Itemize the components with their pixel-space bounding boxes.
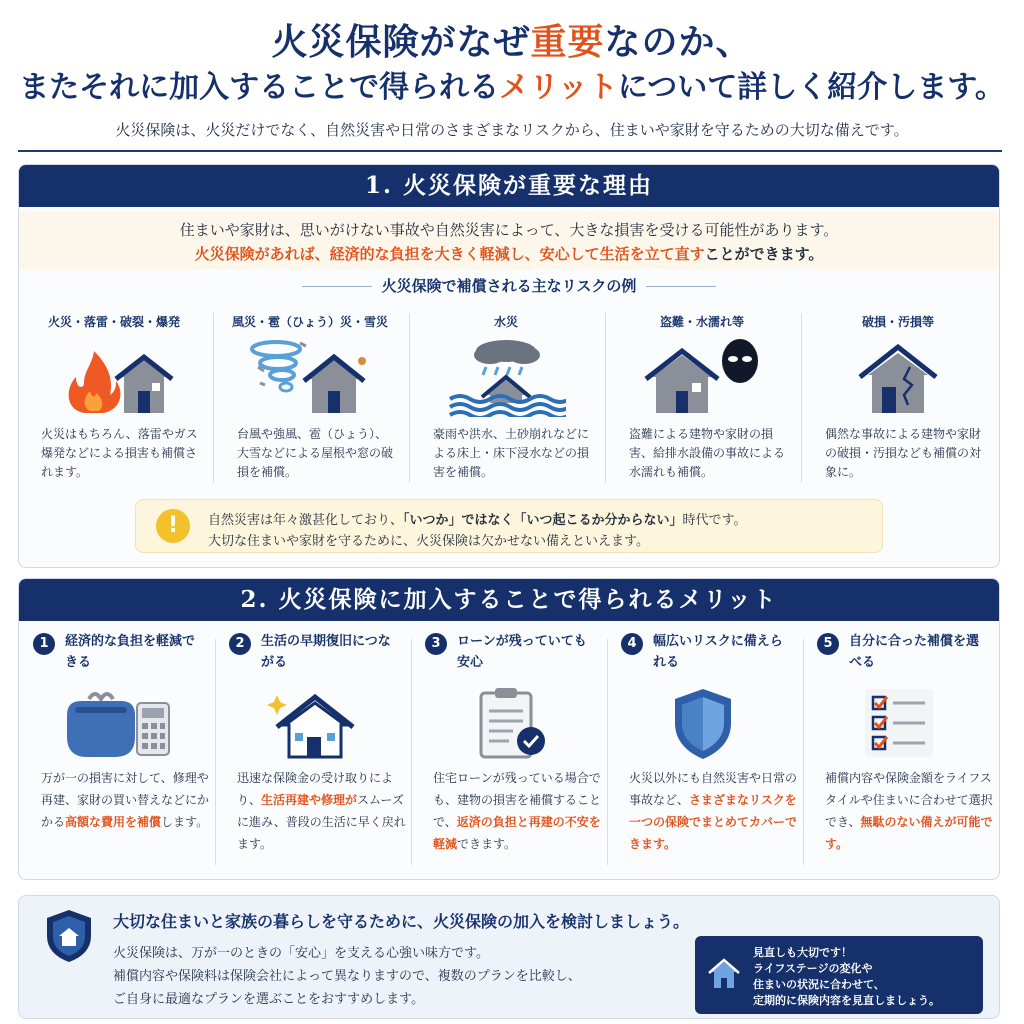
merit-text-body: スムーズに進み、普段の生活に早く戻れます。 — [237, 793, 406, 851]
risk-title: 盗難・水濡れ等 — [659, 315, 744, 329]
title-accent: メリット — [499, 70, 618, 105]
page-title-line1 — [0, 14, 1024, 65]
notice-text: 時代です。 — [682, 513, 747, 528]
intro-box — [19, 211, 999, 269]
merit-card — [19, 629, 211, 873]
merit-number: 3 — [425, 633, 447, 655]
merit-card — [607, 629, 799, 873]
risk-title: 火災・落雷・破裂・爆発 — [47, 315, 180, 329]
notice-line: 大切な住まいや家財を守るために、火災保険は欠かせない備えといえます。 — [208, 534, 649, 549]
page-title-line2 — [0, 62, 1024, 106]
notice-text: 自然災害は年々激甚化しており、 — [208, 513, 404, 528]
merit-text-body: 万が一の損害に対して、修理や再建、家財の買い替えなどにかかる — [41, 771, 210, 829]
risk-text: 火災はもちろん、落雷やガス爆発などによる損害も補償されます。 — [41, 427, 198, 479]
checklist-icon — [839, 685, 959, 761]
conclusion-text: 火災保険は、万が一のときの「安心」を支える心強い味方です。 — [113, 946, 489, 961]
merit-text-body: します。 — [161, 815, 209, 829]
conclusion-text: 補償内容や保険料は保険会社によって異なりますので、複数のプランを比較し、 — [113, 969, 581, 984]
divider — [646, 286, 716, 287]
merit-title: 生活の早期復旧につながる — [261, 634, 391, 670]
risk-title: 風災・雹（ひょう）災・雪災 — [231, 315, 388, 329]
merit-text-body: できます。 — [457, 837, 517, 851]
tip-line: 見直しも大切です！ — [753, 946, 852, 959]
section-heading: 1. 火災保険が重要な理由 — [19, 165, 999, 207]
merit-text-highlight: さまざまなリスクを一つの保険でまとめてカバーできます。 — [629, 793, 798, 851]
conclusion-title: 大切な住まいと家族の暮らしを守るために、火災保険の加入を検討しましょう。 — [113, 912, 690, 931]
merit-text-highlight: 生活再建や修理が — [261, 793, 358, 807]
title-accent: 重要 — [530, 21, 605, 63]
risk-card — [607, 305, 797, 495]
cracked-house-icon — [838, 337, 958, 417]
notice-box — [135, 499, 883, 553]
intro-text: ことができます。 — [704, 245, 824, 263]
merit-text-body: 迅速な保険金の受け取りにより、 — [237, 771, 394, 807]
risk-card — [411, 305, 601, 495]
merit-number: 1 — [33, 633, 55, 655]
merit-number: 2 — [229, 633, 251, 655]
house-icon — [707, 958, 741, 990]
fire-house-icon — [54, 337, 174, 417]
risks-heading-text: 火災保険で補償される主なリスクの例 — [381, 277, 637, 295]
merit-text — [41, 767, 211, 833]
merit-card — [215, 629, 407, 873]
conclusion-panel — [18, 895, 1000, 1019]
merit-title: 経済的な負担を軽減できる — [65, 634, 196, 670]
section-merits — [18, 578, 1000, 880]
merit-card — [803, 629, 995, 873]
tip-line: 定期的に保険内容を見直しましょう。 — [753, 994, 940, 1007]
tip-line: ライフステージの変化や — [753, 962, 873, 975]
merit-text — [237, 767, 407, 855]
merit-text-highlight: 無駄のない備えが可能です。 — [825, 815, 993, 851]
merit-number: 4 — [621, 633, 643, 655]
risk-card — [803, 305, 993, 495]
title-text: またそれに加入することで得られる — [19, 70, 500, 105]
divider — [801, 313, 802, 483]
risk-title: 破損・汚損等 — [861, 315, 934, 329]
merit-number: 5 — [817, 633, 839, 655]
purse-calculator-icon — [55, 685, 175, 761]
notice-emphasis: 「いつか」ではなく「いつ起こるか分からない」 — [403, 513, 683, 528]
merit-title: 自分に合った補償を選べる — [849, 634, 980, 670]
section-heading: 2. 火災保険に加入することで得られるメリット — [19, 579, 999, 621]
merit-text — [825, 767, 995, 855]
divider — [302, 286, 372, 287]
title-text: なのか、 — [604, 21, 753, 63]
header-divider — [18, 150, 1002, 152]
merit-title: ローンが残っていても安心 — [457, 634, 587, 670]
merit-text-body: 補償内容や保険金額をライフスタイルや住まいに合わせて選択でき、 — [825, 771, 993, 829]
merit-text-body: 住宅ローンが残っている場合でも、建物の損害を補償することで、 — [433, 771, 602, 829]
risk-text: 台風や強風、雹（ひょう）、大雪などによる屋根や窓の破損を補償。 — [237, 427, 394, 479]
burglar-house-icon — [642, 337, 762, 417]
shield-house-icon — [45, 908, 93, 964]
title-text: について詳しく紹介します。 — [617, 70, 1005, 105]
risk-text: 盗難による建物や家財の損害、給排水設備の事故による水濡れも補償。 — [629, 427, 786, 479]
intro-highlight: 火災保険があれば、経済的な負担を大きく軽減し、安心して生活を立て直す — [194, 245, 705, 263]
intro-line — [19, 243, 999, 264]
clipboard-check-icon — [447, 685, 567, 761]
risk-text: 偶然な事故による建物や家財の破損・汚損なども補償の対象に。 — [825, 427, 982, 479]
merit-text-body: 火災以外にも自然災害や日常の事故など、 — [629, 771, 798, 807]
section-importance — [18, 164, 1000, 568]
merit-card — [411, 629, 603, 873]
review-tip-box — [695, 936, 983, 1014]
notice-line — [208, 509, 747, 528]
risks-heading — [19, 275, 999, 296]
tip-line: 住まいの状況に合わせて、 — [753, 978, 885, 991]
merit-text — [433, 767, 603, 855]
flood-house-icon — [446, 337, 566, 417]
divider — [605, 313, 606, 483]
risk-text: 豪雨や洪水、土砂崩れなどによる床上・床下浸水などの損害を補償。 — [433, 427, 590, 479]
intro-line: 住まいや家財は、思いがけない事故や自然災害によって、大きな損害を受ける可能性があります。 — [179, 221, 839, 239]
title-text: 火災保険がなぜ — [271, 21, 531, 63]
divider — [409, 313, 410, 483]
merit-text-highlight: 高額な費用を補償 — [65, 815, 162, 829]
tornado-house-icon — [250, 337, 370, 417]
sparkle-house-icon — [251, 685, 371, 761]
merit-title: 幅広いリスクに備えられる — [653, 634, 783, 670]
merit-text — [629, 767, 799, 855]
shield-icon — [643, 685, 763, 761]
exclamation-icon: ! — [156, 509, 190, 543]
divider — [213, 313, 214, 483]
risk-card — [19, 305, 209, 495]
conclusion-text: ご自身に最適なプランを選ぶことをおすすめします。 — [113, 992, 425, 1007]
page-subtitle: 火災保険は、火災だけでなく、自然災害や日常のさまざまなリスクから、住まいや家財を守るための大切な備えです。 — [115, 121, 909, 139]
merit-text-highlight: 返済の負担と再建の不安を軽減 — [433, 815, 601, 851]
risk-card — [215, 305, 405, 495]
risk-title: 水災 — [493, 315, 518, 329]
